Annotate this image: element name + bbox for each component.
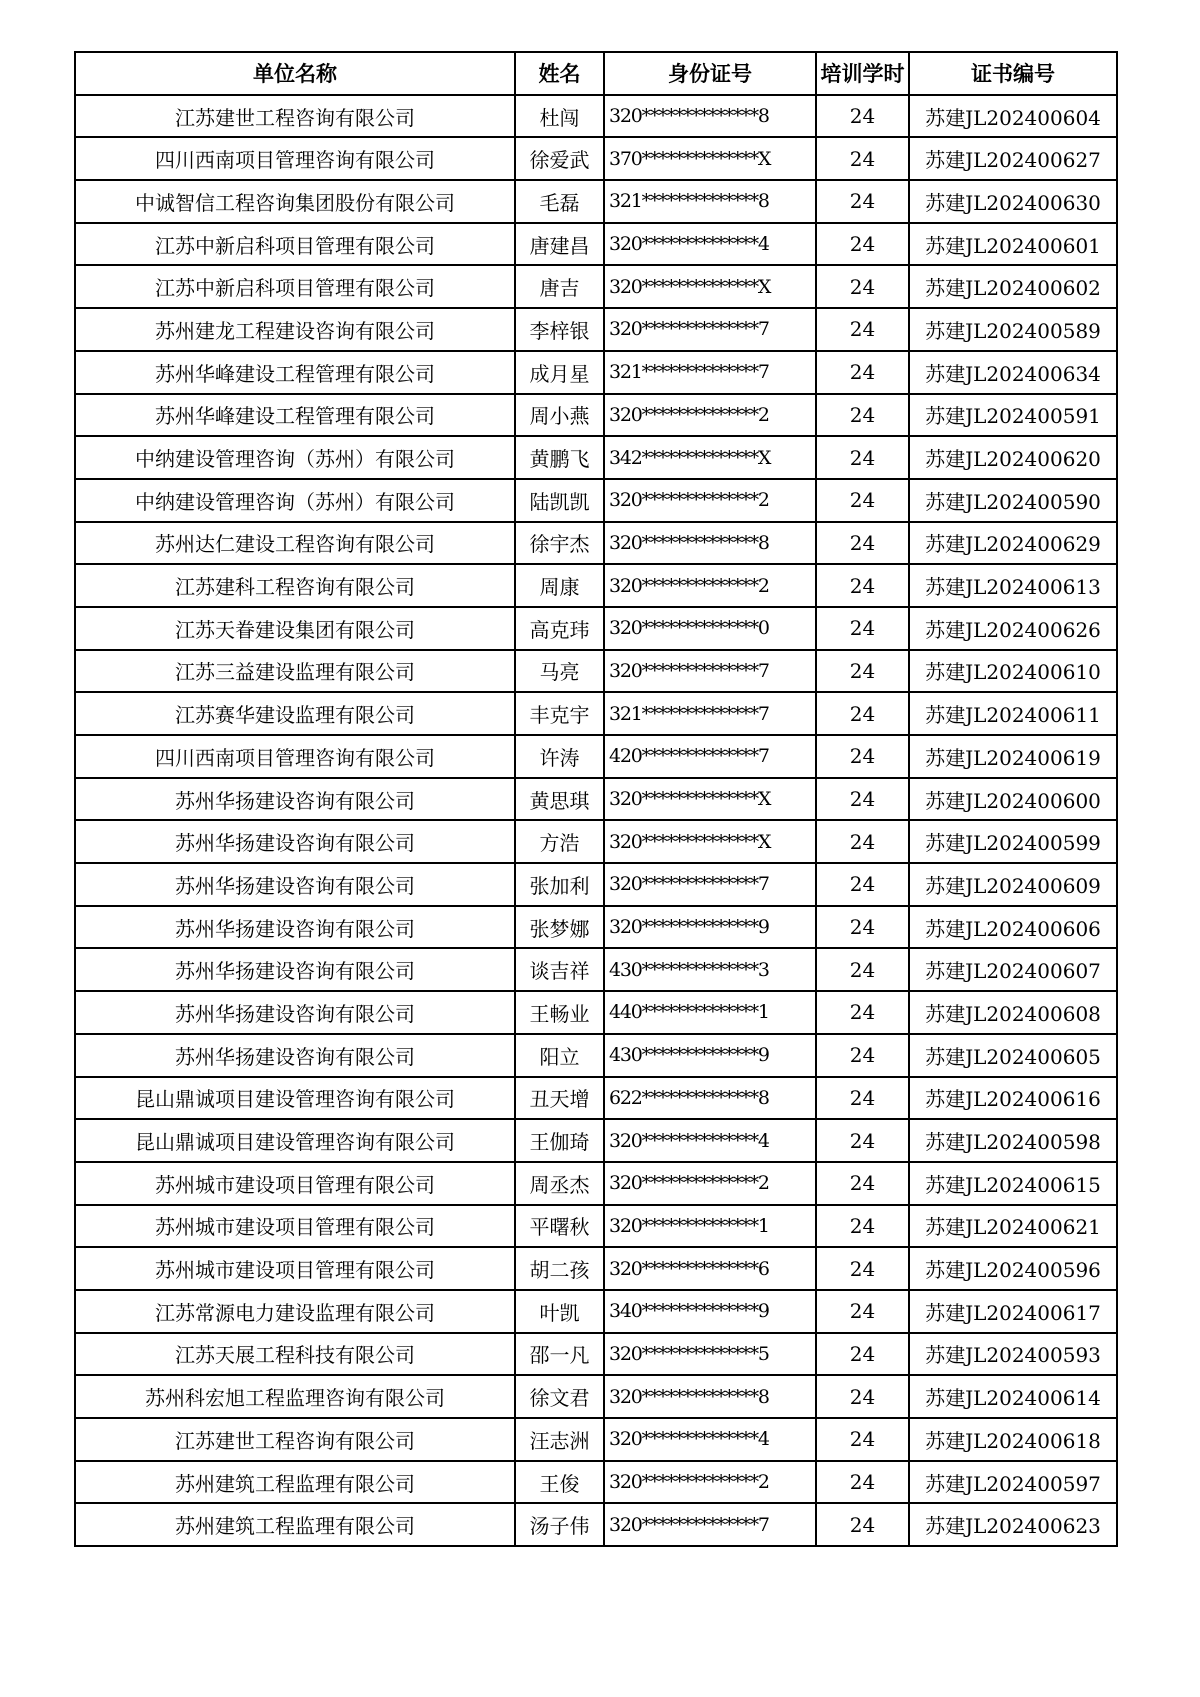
training-hours-cell: 24 xyxy=(816,564,909,607)
training-hours-cell: 24 xyxy=(816,1247,909,1290)
company-cell: 昆山鼎诚项目建设管理咨询有限公司 xyxy=(75,1077,515,1120)
certificate-number-cell: 苏建JL202400607 xyxy=(909,948,1117,991)
company-cell: 苏州华扬建设咨询有限公司 xyxy=(75,991,515,1034)
id-number-cell: 321**************7 xyxy=(604,351,816,394)
id-number-cell: 320**************7 xyxy=(604,1503,816,1546)
training-hours-cell: 24 xyxy=(816,735,909,778)
company-cell: 苏州建龙工程建设咨询有限公司 xyxy=(75,308,515,351)
company-cell: 江苏赛华建设监理有限公司 xyxy=(75,692,515,735)
table-row xyxy=(75,1205,1117,1248)
training-hours-cell: 24 xyxy=(816,180,909,223)
table-row xyxy=(75,564,1117,607)
certificate-number-cell: 苏建JL202400596 xyxy=(909,1247,1117,1290)
training-hours-cell: 24 xyxy=(816,1077,909,1120)
training-hours-cell: 24 xyxy=(816,820,909,863)
name-cell: 马亮 xyxy=(515,650,604,693)
table-row xyxy=(75,1375,1117,1418)
id-number-cell: 320**************4 xyxy=(604,223,816,266)
company-cell: 苏州城市建设项目管理有限公司 xyxy=(75,1247,515,1290)
training-hours-cell: 24 xyxy=(816,1503,909,1546)
name-cell: 黄思琪 xyxy=(515,778,604,821)
name-cell: 成月星 xyxy=(515,351,604,394)
id-number-cell: 320**************2 xyxy=(604,394,816,437)
id-number-cell: 320**************X xyxy=(604,265,816,308)
id-number-cell: 321**************8 xyxy=(604,180,816,223)
name-cell: 徐文君 xyxy=(515,1375,604,1418)
table-row xyxy=(75,351,1117,394)
company-cell: 苏州城市建设项目管理有限公司 xyxy=(75,1162,515,1205)
id-number-cell: 320**************2 xyxy=(604,1461,816,1504)
id-number-cell: 320**************5 xyxy=(604,1333,816,1376)
company-cell: 苏州华峰建设工程管理有限公司 xyxy=(75,351,515,394)
company-cell: 苏州华扬建设咨询有限公司 xyxy=(75,863,515,906)
id-number-cell: 320**************9 xyxy=(604,906,816,949)
table-row xyxy=(75,863,1117,906)
id-number-cell: 430**************9 xyxy=(604,1034,816,1077)
training-hours-cell: 24 xyxy=(816,436,909,479)
company-cell: 四川西南项目管理咨询有限公司 xyxy=(75,735,515,778)
company-cell: 江苏天展工程科技有限公司 xyxy=(75,1333,515,1376)
certificate-number-cell: 苏建JL202400601 xyxy=(909,223,1117,266)
id-number-cell: 440**************1 xyxy=(604,991,816,1034)
id-number-cell: 622**************8 xyxy=(604,1077,816,1120)
certificate-number-cell: 苏建JL202400621 xyxy=(909,1205,1117,1248)
name-cell: 王畅业 xyxy=(515,991,604,1034)
certificate-number-cell: 苏建JL202400616 xyxy=(909,1077,1117,1120)
name-cell: 平曙秋 xyxy=(515,1205,604,1248)
training-hours-cell: 24 xyxy=(816,1119,909,1162)
table-row xyxy=(75,479,1117,522)
company-cell: 江苏建世工程咨询有限公司 xyxy=(75,1418,515,1461)
header-company: 单位名称 xyxy=(75,52,515,95)
certificate-number-cell: 苏建JL202400597 xyxy=(909,1461,1117,1504)
training-hours-cell: 24 xyxy=(816,351,909,394)
training-hours-cell: 24 xyxy=(816,692,909,735)
training-hours-cell: 24 xyxy=(816,394,909,437)
id-number-cell: 320**************8 xyxy=(604,522,816,565)
table-row xyxy=(75,778,1117,821)
company-cell: 苏州华扬建设咨询有限公司 xyxy=(75,948,515,991)
table-row xyxy=(75,735,1117,778)
certificate-number-cell: 苏建JL202400626 xyxy=(909,607,1117,650)
training-hours-cell: 24 xyxy=(816,991,909,1034)
name-cell: 丰克宇 xyxy=(515,692,604,735)
name-cell: 高克玮 xyxy=(515,607,604,650)
name-cell: 丑天增 xyxy=(515,1077,604,1120)
id-number-cell: 420**************7 xyxy=(604,735,816,778)
name-cell: 周康 xyxy=(515,564,604,607)
name-cell: 周丞杰 xyxy=(515,1162,604,1205)
training-hours-cell: 24 xyxy=(816,1290,909,1333)
training-hours-cell: 24 xyxy=(816,1333,909,1376)
company-cell: 江苏中新启科项目管理有限公司 xyxy=(75,265,515,308)
certificate-number-cell: 苏建JL202400623 xyxy=(909,1503,1117,1546)
company-cell: 苏州科宏旭工程监理咨询有限公司 xyxy=(75,1375,515,1418)
name-cell: 汤子伟 xyxy=(515,1503,604,1546)
company-cell: 中诚智信工程咨询集团股份有限公司 xyxy=(75,180,515,223)
certificate-number-cell: 苏建JL202400590 xyxy=(909,479,1117,522)
name-cell: 谈吉祥 xyxy=(515,948,604,991)
certificate-number-cell: 苏建JL202400614 xyxy=(909,1375,1117,1418)
training-hours-cell: 24 xyxy=(816,137,909,180)
training-hours-cell: 24 xyxy=(816,522,909,565)
name-cell: 李梓银 xyxy=(515,308,604,351)
name-cell: 叶凯 xyxy=(515,1290,604,1333)
name-cell: 周小燕 xyxy=(515,394,604,437)
id-number-cell: 340**************9 xyxy=(604,1290,816,1333)
company-cell: 中纳建设管理咨询（苏州）有限公司 xyxy=(75,479,515,522)
certificate-number-cell: 苏建JL202400618 xyxy=(909,1418,1117,1461)
certificate-number-cell: 苏建JL202400617 xyxy=(909,1290,1117,1333)
training-hours-cell: 24 xyxy=(816,1034,909,1077)
table-row xyxy=(75,223,1117,266)
name-cell: 方浩 xyxy=(515,820,604,863)
certificate-number-cell: 苏建JL202400619 xyxy=(909,735,1117,778)
table-row xyxy=(75,137,1117,180)
certificate-number-cell: 苏建JL202400600 xyxy=(909,778,1117,821)
company-cell: 江苏中新启科项目管理有限公司 xyxy=(75,223,515,266)
table-row xyxy=(75,1077,1117,1120)
name-cell: 唐建昌 xyxy=(515,223,604,266)
training-hours-cell: 24 xyxy=(816,948,909,991)
name-cell: 徐宇杰 xyxy=(515,522,604,565)
company-cell: 苏州华扬建设咨询有限公司 xyxy=(75,906,515,949)
certificate-number-cell: 苏建JL202400629 xyxy=(909,522,1117,565)
table-row xyxy=(75,1503,1117,1546)
certificate-number-cell: 苏建JL202400599 xyxy=(909,820,1117,863)
training-hours-cell: 24 xyxy=(816,863,909,906)
header-row xyxy=(75,52,1117,95)
training-hours-cell: 24 xyxy=(816,650,909,693)
training-hours-cell: 24 xyxy=(816,1461,909,1504)
certificate-number-cell: 苏建JL202400627 xyxy=(909,137,1117,180)
certificate-number-cell: 苏建JL202400630 xyxy=(909,180,1117,223)
table-row xyxy=(75,948,1117,991)
name-cell: 汪志洲 xyxy=(515,1418,604,1461)
id-number-cell: 320**************1 xyxy=(604,1205,816,1248)
certificate-number-cell: 苏建JL202400606 xyxy=(909,906,1117,949)
table-row xyxy=(75,1333,1117,1376)
certificate-number-cell: 苏建JL202400611 xyxy=(909,692,1117,735)
company-cell: 苏州华扬建设咨询有限公司 xyxy=(75,820,515,863)
table-row xyxy=(75,1119,1117,1162)
header-certificate-number: 证书编号 xyxy=(909,52,1117,95)
training-hours-cell: 24 xyxy=(816,1375,909,1418)
table-row xyxy=(75,308,1117,351)
header-training-hours: 培训学时 xyxy=(816,52,909,95)
table-row xyxy=(75,1247,1117,1290)
training-hours-cell: 24 xyxy=(816,479,909,522)
id-number-cell: 430**************3 xyxy=(604,948,816,991)
id-number-cell: 320**************8 xyxy=(604,95,816,138)
company-cell: 江苏建世工程咨询有限公司 xyxy=(75,95,515,138)
table-body xyxy=(75,95,1117,1546)
company-cell: 苏州华峰建设工程管理有限公司 xyxy=(75,394,515,437)
name-cell: 徐爱武 xyxy=(515,137,604,180)
certificate-number-cell: 苏建JL202400591 xyxy=(909,394,1117,437)
name-cell: 杜闯 xyxy=(515,95,604,138)
id-number-cell: 320**************X xyxy=(604,820,816,863)
table-row xyxy=(75,1418,1117,1461)
certificate-number-cell: 苏建JL202400613 xyxy=(909,564,1117,607)
name-cell: 唐吉 xyxy=(515,265,604,308)
training-hours-cell: 24 xyxy=(816,1205,909,1248)
certificate-number-cell: 苏建JL202400598 xyxy=(909,1119,1117,1162)
name-cell: 毛磊 xyxy=(515,180,604,223)
company-cell: 苏州城市建设项目管理有限公司 xyxy=(75,1205,515,1248)
name-cell: 张加利 xyxy=(515,863,604,906)
certificate-number-cell: 苏建JL202400589 xyxy=(909,308,1117,351)
table-row xyxy=(75,436,1117,479)
name-cell: 阳立 xyxy=(515,1034,604,1077)
table-row xyxy=(75,906,1117,949)
table-row xyxy=(75,607,1117,650)
company-cell: 江苏建科工程咨询有限公司 xyxy=(75,564,515,607)
company-cell: 江苏常源电力建设监理有限公司 xyxy=(75,1290,515,1333)
certificate-number-cell: 苏建JL202400593 xyxy=(909,1333,1117,1376)
training-hours-cell: 24 xyxy=(816,95,909,138)
training-hours-cell: 24 xyxy=(816,778,909,821)
table-row xyxy=(75,650,1117,693)
name-cell: 王俊 xyxy=(515,1461,604,1504)
id-number-cell: 320**************7 xyxy=(604,308,816,351)
table-row xyxy=(75,820,1117,863)
certificate-number-cell: 苏建JL202400608 xyxy=(909,991,1117,1034)
table-row xyxy=(75,522,1117,565)
certificate-number-cell: 苏建JL202400602 xyxy=(909,265,1117,308)
company-cell: 江苏三益建设监理有限公司 xyxy=(75,650,515,693)
certificate-number-cell: 苏建JL202400605 xyxy=(909,1034,1117,1077)
id-number-cell: 342**************X xyxy=(604,436,816,479)
header-id-number: 身份证号 xyxy=(604,52,816,95)
name-cell: 邵一凡 xyxy=(515,1333,604,1376)
certificate-number-cell: 苏建JL202400609 xyxy=(909,863,1117,906)
table-row xyxy=(75,1034,1117,1077)
table-row xyxy=(75,692,1117,735)
table-row xyxy=(75,1461,1117,1504)
company-cell: 江苏天眷建设集团有限公司 xyxy=(75,607,515,650)
training-hours-cell: 24 xyxy=(816,223,909,266)
company-cell: 苏州建筑工程监理有限公司 xyxy=(75,1461,515,1504)
training-hours-cell: 24 xyxy=(816,308,909,351)
certificate-number-cell: 苏建JL202400634 xyxy=(909,351,1117,394)
table-row xyxy=(75,265,1117,308)
company-cell: 苏州华扬建设咨询有限公司 xyxy=(75,1034,515,1077)
certificate-number-cell: 苏建JL202400620 xyxy=(909,436,1117,479)
training-hours-cell: 24 xyxy=(816,906,909,949)
table-row xyxy=(75,1290,1117,1333)
id-number-cell: 320**************8 xyxy=(604,1375,816,1418)
company-cell: 苏州华扬建设咨询有限公司 xyxy=(75,778,515,821)
table-row xyxy=(75,95,1117,138)
name-cell: 黄鹏飞 xyxy=(515,436,604,479)
name-cell: 张梦娜 xyxy=(515,906,604,949)
training-hours-cell: 24 xyxy=(816,607,909,650)
id-number-cell: 321**************7 xyxy=(604,692,816,735)
id-number-cell: 370**************X xyxy=(604,137,816,180)
certificate-number-cell: 苏建JL202400615 xyxy=(909,1162,1117,1205)
id-number-cell: 320**************7 xyxy=(604,650,816,693)
table-row xyxy=(75,1162,1117,1205)
id-number-cell: 320**************6 xyxy=(604,1247,816,1290)
certificate-number-cell: 苏建JL202400604 xyxy=(909,95,1117,138)
id-number-cell: 320**************X xyxy=(604,778,816,821)
training-hours-cell: 24 xyxy=(816,1162,909,1205)
name-cell: 胡二孩 xyxy=(515,1247,604,1290)
company-cell: 昆山鼎诚项目建设管理咨询有限公司 xyxy=(75,1119,515,1162)
training-hours-cell: 24 xyxy=(816,265,909,308)
id-number-cell: 320**************4 xyxy=(604,1119,816,1162)
table-row xyxy=(75,180,1117,223)
id-number-cell: 320**************7 xyxy=(604,863,816,906)
table-row xyxy=(75,394,1117,437)
id-number-cell: 320**************2 xyxy=(604,1162,816,1205)
name-cell: 王伽琦 xyxy=(515,1119,604,1162)
id-number-cell: 320**************2 xyxy=(604,564,816,607)
company-cell: 四川西南项目管理咨询有限公司 xyxy=(75,137,515,180)
company-cell: 苏州达仁建设工程咨询有限公司 xyxy=(75,522,515,565)
header-name: 姓名 xyxy=(515,52,604,95)
certificate-number-cell: 苏建JL202400610 xyxy=(909,650,1117,693)
company-cell: 苏州建筑工程监理有限公司 xyxy=(75,1503,515,1546)
company-cell: 中纳建设管理咨询（苏州）有限公司 xyxy=(75,436,515,479)
id-number-cell: 320**************0 xyxy=(604,607,816,650)
name-cell: 陆凯凯 xyxy=(515,479,604,522)
training-hours-cell: 24 xyxy=(816,1418,909,1461)
id-number-cell: 320**************2 xyxy=(604,479,816,522)
name-cell: 许涛 xyxy=(515,735,604,778)
training-certificate-table xyxy=(74,51,1118,1547)
table-row xyxy=(75,991,1117,1034)
id-number-cell: 320**************4 xyxy=(604,1418,816,1461)
